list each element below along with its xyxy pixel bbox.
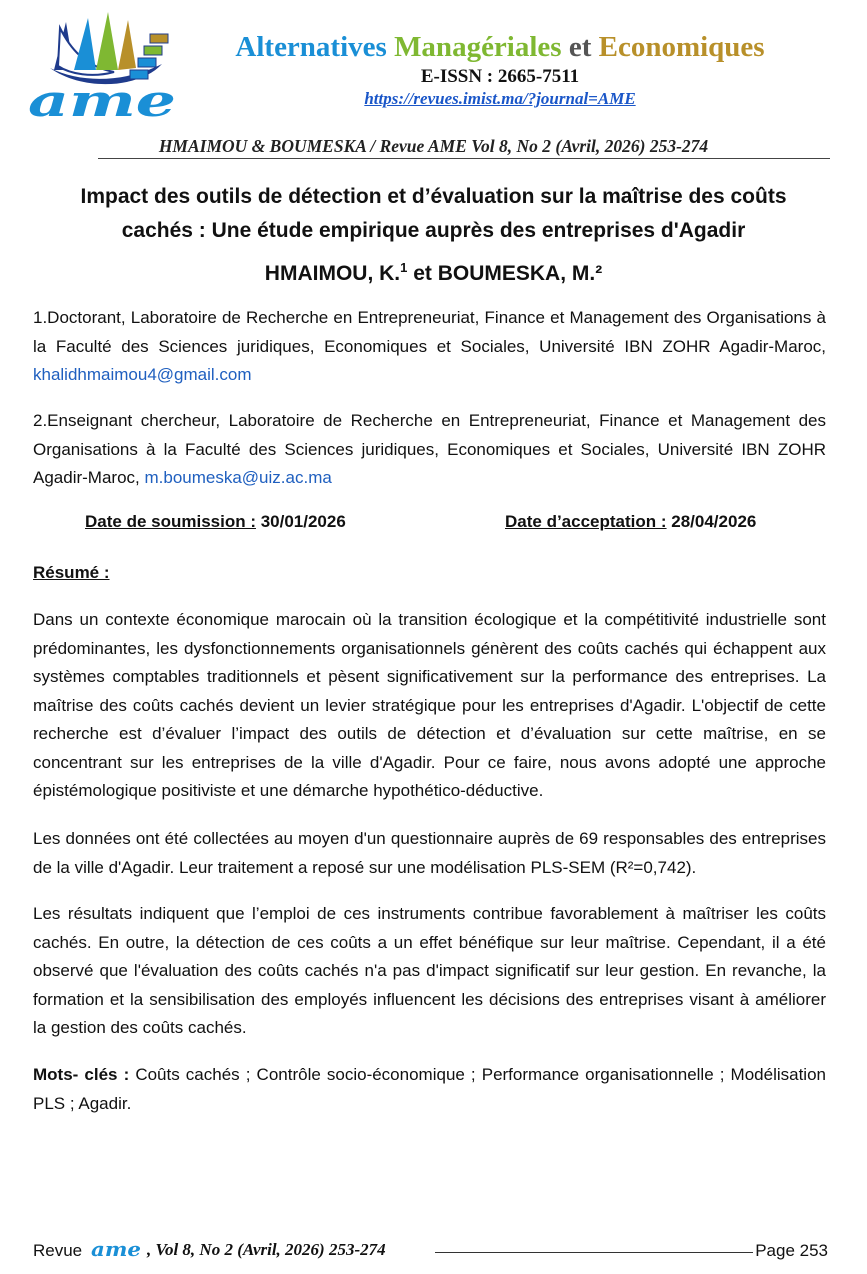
footer-ame-logo xyxy=(90,1238,144,1260)
author-2: BOUMESKA, M.² xyxy=(437,262,603,285)
keywords-label: Mots- clés : xyxy=(33,1065,130,1084)
journal-title xyxy=(200,30,800,64)
acceptance-date xyxy=(505,512,756,532)
journal-title-part4: Economiques xyxy=(598,31,765,63)
affiliation-2-text: 2.Enseignant chercheur, Laboratoire de Recherche en Entrepreneuriat, Finance et Management des Organisations à la Faculté des Sciences juridiques, Economiques et Sociales, Université IBN ZOHR Agadir-Maroc, xyxy=(33,411,826,487)
author-join: et xyxy=(407,262,438,285)
abstract-paragraph-3: Les résultats indiquent que l’emploi de ces instruments contribue favorablement à maîtriser les coûts cachés. En outre, la détection de ces coûts a un effet bénéfique sur leur maîtrise. Cependant, il a été observé que l'évaluation des coûts cachés n'a pas d'impact significatif sur leur gestion. En revanche, la formation et la sensibilisation des employés influencent les décisions des entreprises visant à améliorer la gestion des coûts cachés. xyxy=(33,904,826,1037)
journal-title-part1: Alternatives xyxy=(235,31,387,63)
submission-date-value: 30/01/2026 xyxy=(255,512,346,531)
paper-title-line2: cachés : Une étude empirique auprès des entreprises d'Agadir xyxy=(121,219,746,242)
affiliation-1-email-link[interactable]: khalidhmaimou4@gmail.com xyxy=(33,365,252,384)
paper-title xyxy=(36,180,831,248)
affiliation-2-email-link[interactable]: m.boumeska@uiz.ac.ma xyxy=(144,468,332,487)
affiliation-2 xyxy=(33,407,826,493)
journal-logo xyxy=(22,8,184,126)
journal-title-part3: et xyxy=(568,31,592,63)
abstract-heading: Résumé : xyxy=(33,563,110,582)
journal-issn: E-ISSN : 2665-7511 xyxy=(420,66,580,87)
affiliation-1-text: 1.Doctorant, Laboratoire de Recherche en Entrepreneuriat, Finance et Management des Organisations à la Faculté des Sciences juridiques, Economiques et Sociales, Université IBN ZOHR Agadir-Maroc, xyxy=(33,308,826,356)
journal-title-part2: Managériales xyxy=(394,31,562,63)
keywords xyxy=(33,1061,831,1118)
affiliation-1 xyxy=(33,304,826,390)
title-block xyxy=(36,180,831,290)
svg-text:ame: ame xyxy=(91,1238,141,1260)
author-1: HMAIMOU, K. xyxy=(264,262,401,285)
logo-sail-green xyxy=(96,12,118,70)
keywords-text: Coûts cachés ; Contrôle socio-économique ; Performance organisationnelle ; Modélisation PLS ; Agadir. xyxy=(33,1065,831,1113)
paper-title-line1: Impact des outils de détection et d’évaluation sur la maîtrise des coûts xyxy=(80,185,787,208)
authors-line xyxy=(36,252,831,290)
acceptance-date-label: Date d’acceptation : xyxy=(505,512,667,531)
submission-date-label: Date de soumission : xyxy=(85,512,256,531)
page-footer xyxy=(33,1238,828,1262)
header-divider xyxy=(98,158,830,159)
logo-sail-gold xyxy=(118,20,136,70)
author-1-affiliation-mark: 1 xyxy=(400,260,408,275)
journal-header xyxy=(200,30,800,109)
footer-revue-label: Revue xyxy=(33,1241,83,1260)
abstract-paragraph-1: Dans un contexte économique marocain où la transition écologique et la compétitivité industrielle sont prédominantes, les dysfonctionnements organisationnels génèrent des coûts cachés qui échappent aux systèmes comptables traditionnels et pèsent significativement sur la performance des entreprises. La maîtrise des coûts cachés devient un levier stratégique pour les entreprises d'Agadir. L'objectif de cette recherche est d’évaluer l’impact des outils de détection et d’évaluation sur cette maîtrise, en se concentrant sur les entreprises de la ville d'Agadir. Pour ce faire, nous avons adopté une approche épistémologique positiviste et une démarche hypothético-déductive. xyxy=(33,610,826,800)
footer-rule xyxy=(435,1252,753,1253)
submission-date xyxy=(85,512,346,532)
acceptance-date-value: 28/04/2026 xyxy=(666,512,757,531)
running-head: HMAIMOU & BOUMESKA / Revue AME Vol 8, No 2 (Avril, 2026) 253-274 xyxy=(158,136,709,156)
abstract-paragraph-2: Les données ont été collectées au moyen d'un questionnaire auprès de 69 responsables des entreprises de la ville d'Agadir. Leur traitement a reposé sur une modélisation PLS-SEM (R²=0,742). xyxy=(33,829,826,877)
footer-citation: , Vol 8, No 2 (Avril, 2026) 253-274 xyxy=(147,1240,386,1259)
journal-url-link[interactable]: https://revues.imist.ma/?journal=AME xyxy=(364,89,636,108)
page-number: Page 253 xyxy=(755,1241,828,1260)
logo-sail-blue xyxy=(74,18,96,70)
logo-lettering: ame xyxy=(28,76,176,126)
